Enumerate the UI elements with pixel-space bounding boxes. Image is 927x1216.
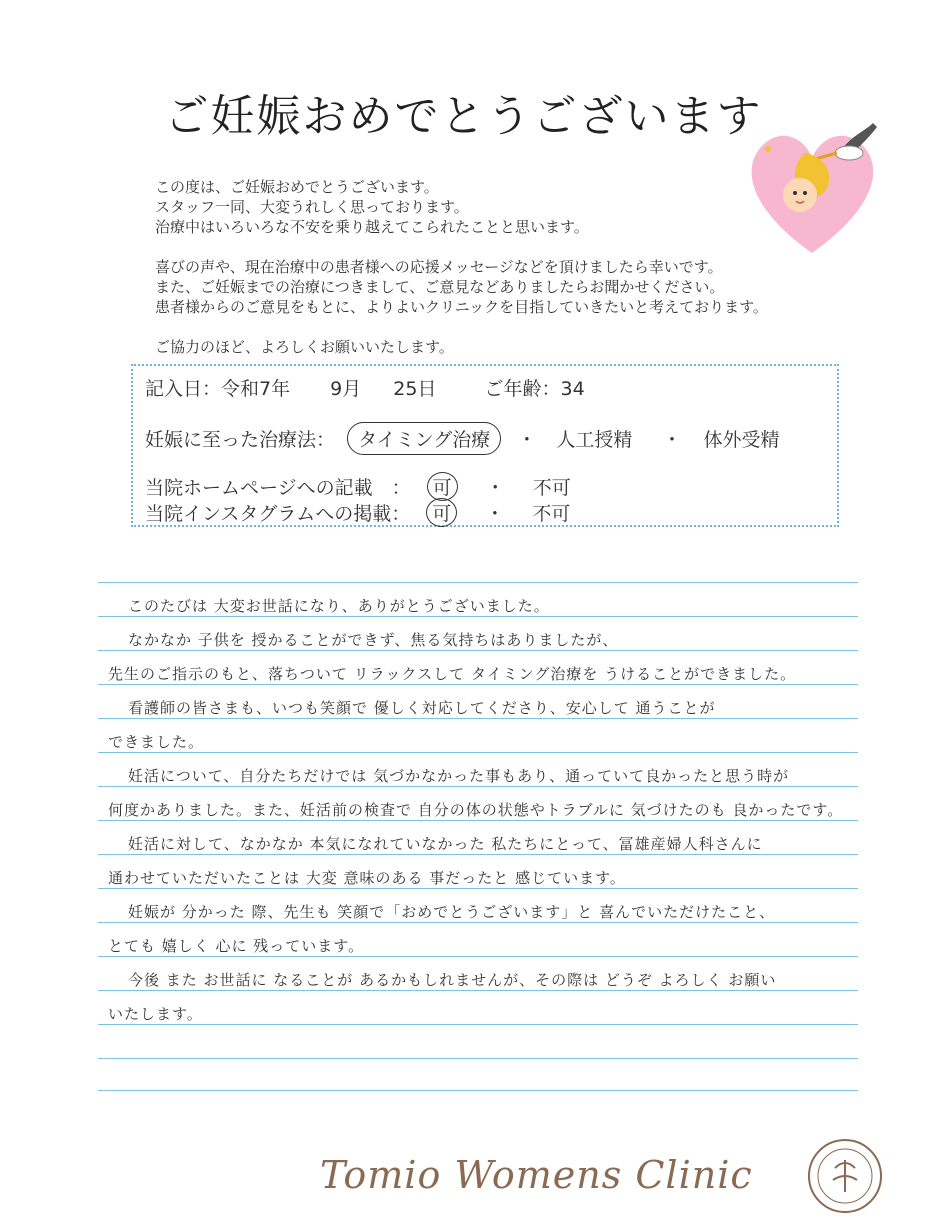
- letter-line: 妊娠が 分かった 際、先生も 笑顔で「おめでとうございます」と 喜んでいただけたこと、: [128, 903, 776, 921]
- letter-line: 看護師の皆さまも、いつも笑顔で 優しく対応してくださり、安心して 通うことが: [128, 699, 716, 717]
- ruled-line: [98, 820, 858, 821]
- treatment-row: [145, 422, 780, 455]
- date-label: 記入日：: [145, 378, 222, 400]
- ruled-line: [98, 888, 858, 889]
- ruled-line: [98, 616, 858, 617]
- ruled-line: [98, 752, 858, 753]
- treatment-option-ivf[interactable]: 体外受精: [703, 429, 780, 451]
- intro-line: 患者様からのご意見をもとに、よりよいクリニックを目指していきたいと考えております。: [155, 298, 768, 316]
- separator: ・: [485, 477, 505, 499]
- ruled-line: [98, 956, 858, 957]
- survey-form-box: [131, 364, 839, 527]
- homepage-ok-option[interactable]: 可: [427, 472, 458, 501]
- instagram-ok-option[interactable]: 可: [426, 498, 457, 527]
- letter-line: 通わせていただいたことは 大変 意味のある 事だったと 感じています。: [108, 869, 626, 887]
- homepage-ng-option[interactable]: 不可: [532, 477, 571, 499]
- ruled-line: [98, 582, 858, 583]
- separator: ・: [485, 503, 505, 525]
- treatment-label: 妊娠に至った治療法：: [145, 429, 336, 451]
- date-age-row: [145, 374, 585, 401]
- letter-line: 先生のご指示のもと、落ちついて リラックスして タイミング治療を うけることができました。: [108, 665, 797, 683]
- letter-line: 今後 また お世話に なることが あるかもしれませんが、その際は どうぞ よろしく お願い: [128, 971, 777, 989]
- date-day: 25日: [393, 378, 437, 400]
- treatment-option-iui[interactable]: 人工授精: [556, 429, 633, 451]
- letter-line: できました。: [108, 733, 205, 751]
- clinic-seal-icon: [805, 1136, 885, 1216]
- age-label: ご年齢：: [484, 378, 561, 400]
- ruled-line: [98, 922, 858, 923]
- instagram-consent-row: [145, 498, 570, 527]
- intro-text: [155, 177, 768, 357]
- intro-line: この度は、ご妊娠おめでとうございます。: [155, 178, 439, 196]
- letter-line: 妊活について、自分たちだけでは 気づかなかった事もあり、通っていて良かったと思う時が: [128, 767, 790, 785]
- clinic-name-logo: Tomio Womens Clinic: [320, 1153, 753, 1197]
- instagram-label: 当院インスタグラムへの掲載：: [145, 503, 411, 525]
- letter-line: このたびは 大変お世話になり、ありがとうございました。: [128, 597, 550, 615]
- letter-line: いたします。: [108, 1005, 203, 1023]
- ruled-line: [98, 650, 858, 651]
- intro-line: ご協力のほど、よろしくお願いいたします。: [155, 338, 454, 356]
- ruled-line: [98, 786, 858, 787]
- instagram-ng-option[interactable]: 不可: [532, 503, 571, 525]
- homepage-consent-row: [145, 472, 571, 501]
- page-title: ご妊娠おめでとうございます: [164, 91, 763, 142]
- treatment-option-timing[interactable]: タイミング治療: [347, 422, 501, 455]
- intro-line: 喜びの声や、現在治療中の患者様への応援メッセージなどを頂けましたら幸いです。: [155, 258, 723, 276]
- ruled-line: [98, 1024, 858, 1025]
- ruled-line: [98, 854, 858, 855]
- ruled-line: [98, 1090, 858, 1091]
- intro-line: 治療中はいろいろな不安を乗り越えてこられたことと思います。: [155, 218, 589, 236]
- intro-line: また、ご妊娠までの治療につきまして、ご意見などありましたらお聞かせください。: [155, 278, 725, 296]
- date-era: 令和7年: [221, 378, 291, 400]
- letter-line: なかなか 子供を 授かることができず、焦る気持ちはありましたが、: [128, 631, 619, 649]
- homepage-label: 当院ホームページへの記載 ：: [145, 477, 411, 499]
- letter-line: とても 嬉しく 心に 残っています。: [108, 937, 365, 955]
- age-value: 34: [560, 378, 585, 400]
- letter-line: 妊活に対して、なかなか 本気になれていなかった 私たちにとって、冨雄産婦人科さんに: [128, 835, 763, 853]
- letter-line: 何度かありました。また、妊活前の検査で 自分の体の状態やトラブルに 気づけたのも 良かったです。: [108, 801, 844, 819]
- ruled-line: [98, 718, 858, 719]
- ruled-line: [98, 684, 858, 685]
- ruled-line: [98, 990, 858, 991]
- separator: ・: [517, 429, 537, 451]
- date-month: 9月: [330, 378, 362, 400]
- ruled-line: [98, 1058, 858, 1059]
- separator: ・: [662, 429, 682, 451]
- intro-line: スタッフ一同、大変うれしく思っております。: [155, 198, 469, 216]
